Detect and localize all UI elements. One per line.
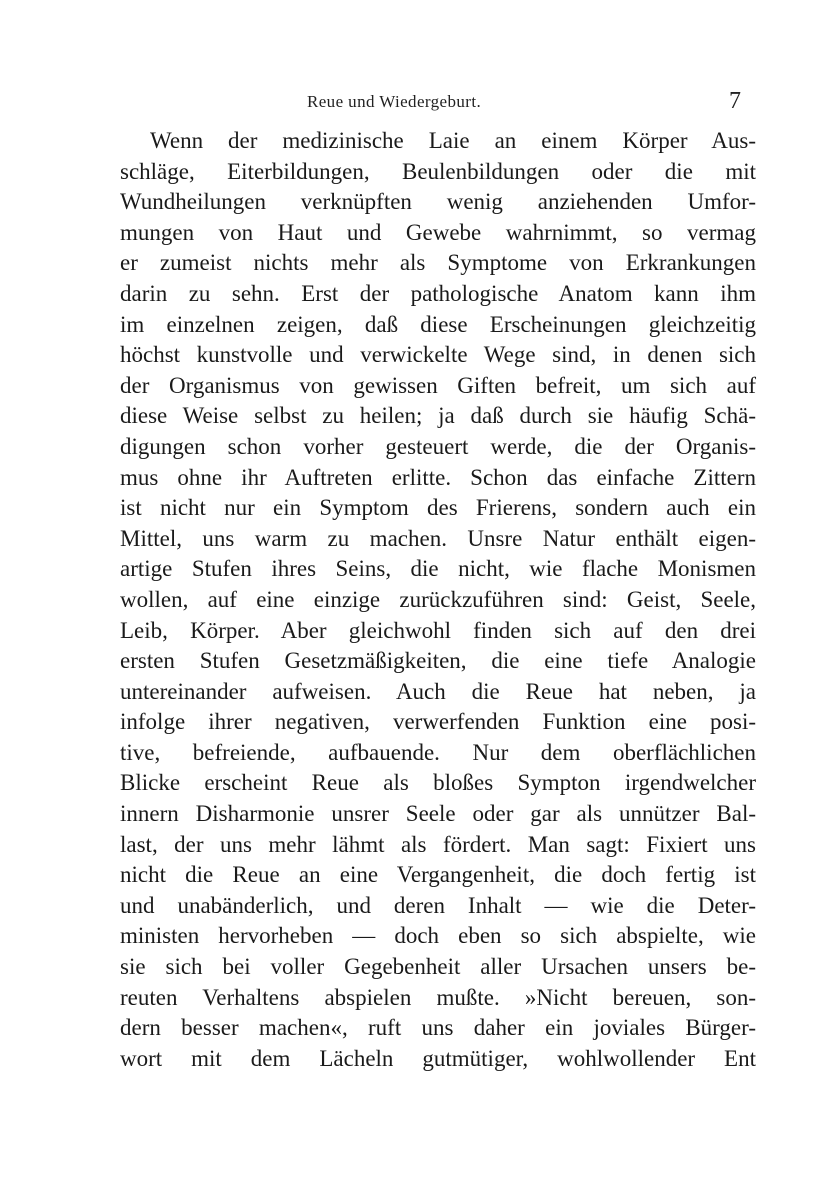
text-line: last, der uns mehr lähmt als fördert. Man sagt: Fixiert uns (120, 831, 756, 857)
text-line: ministen hervorheben — doch eben so sich abspielte, wie (120, 923, 756, 949)
text-line: diese Weise selbst zu heilen; ja daß durch sie häufig Schä- (120, 403, 756, 429)
text-line: sie sich bei voller Gegebenheit aller Ursachen unsers be- (120, 954, 756, 980)
text-line: Blicke erscheint Reue als bloßes Sympton irgendwelcher (120, 770, 756, 796)
text-line: infolge ihrer negativen, verwerfenden Funktion eine posi- (120, 709, 756, 735)
text-line: tive, befreiende, aufbauende. Nur dem oberflächlichen (120, 739, 756, 765)
text-line: höchst kunstvolle und verwickelte Wege sind, in denen sich (120, 342, 756, 368)
text-line: artige Stufen ihres Seins, die nicht, wie flache Monismen (120, 556, 756, 582)
text-line: darin zu sehn. Erst der pathologische Anatom kann ihm (120, 280, 756, 306)
body-text (120, 126, 756, 1074)
text-line: ersten Stufen Gesetzmäßigkeiten, die eine tiefe Analogie (120, 648, 756, 674)
text-line: digungen schon vorher gesteuert werde, die der Organis- (120, 433, 756, 459)
text-line: und unabänderlich, und deren Inhalt — wie die Deter- (120, 892, 756, 918)
text-line: wollen, auf eine einzige zurückzuführen sind: Geist, Seele, (120, 586, 756, 612)
running-title: Reue und Wiedergeburt. (307, 92, 482, 111)
page-number: 7 (729, 88, 741, 114)
text-line: wort mit dem Lächeln gutmütiger, wohlwollender Ent (120, 1045, 756, 1071)
text-line: er zumeist nichts mehr als Symptome von Erkrankungen (120, 250, 756, 276)
text-line: Mittel, uns warm zu machen. Unsre Natur enthält eigen- (120, 525, 756, 551)
text-line: reuten Verhaltens abspielen mußte. »Nicht bereuen, son- (120, 984, 756, 1010)
text-line: nicht die Reue an eine Vergangenheit, die doch fertig ist (120, 862, 756, 888)
text-line: Leib, Körper. Aber gleichwohl finden sich auf den drei (120, 617, 756, 643)
text-line: untereinander aufweisen. Auch die Reue hat neben, ja (120, 678, 756, 704)
text-line: mungen von Haut und Gewebe wahrnimmt, so vermag (120, 219, 756, 245)
text-line: schläge, Eiterbildungen, Beulenbildungen oder die mit (120, 158, 756, 184)
text-line: Wenn der medizinische Laie an einem Körper Aus- (150, 128, 756, 153)
text-line: mus ohne ihr Auftreten erlitte. Schon das einfache Zittern (120, 464, 756, 490)
text-line: dern besser machen«, ruft uns daher ein joviales Bürger- (120, 1015, 756, 1041)
text-line: im einzelnen zeigen, daß diese Erscheinungen gleichzeitig (120, 311, 756, 337)
text-line: ist nicht nur ein Symptom des Frierens, sondern auch ein (120, 495, 756, 521)
text-line: der Organismus von gewissen Giften befreit, um sich auf (120, 372, 756, 398)
text-line: Wundheilungen verknüpften wenig anziehenden Umfor- (120, 189, 756, 215)
text-line: innern Disharmonie unsrer Seele oder gar als unnützer Bal- (120, 801, 756, 827)
